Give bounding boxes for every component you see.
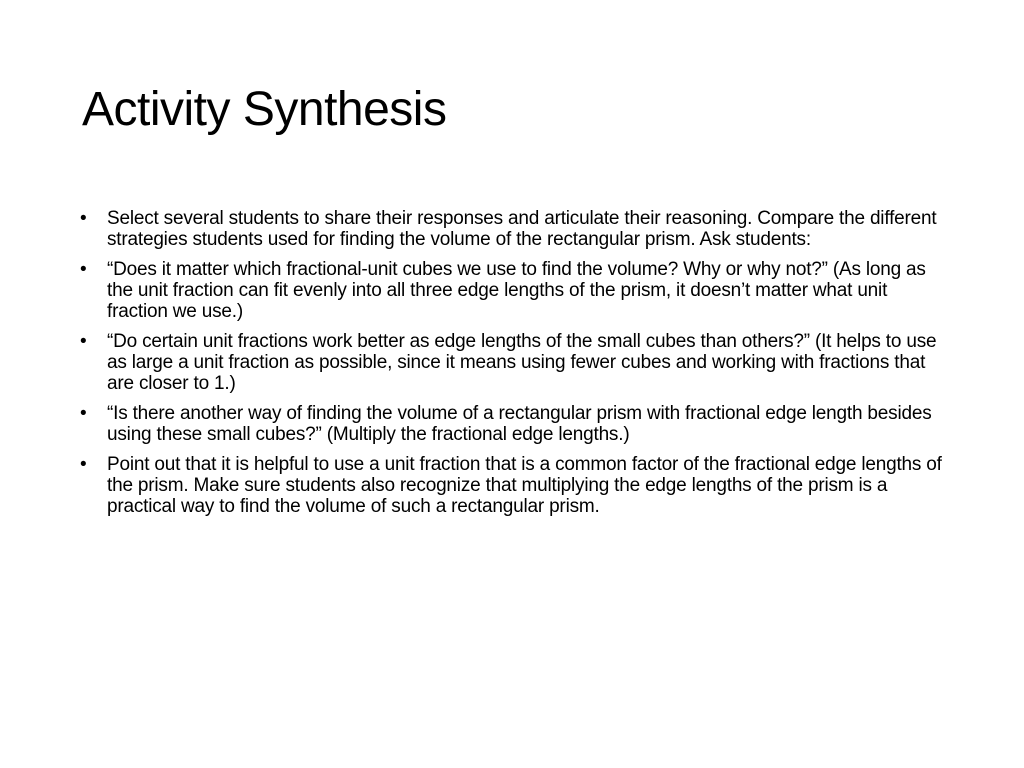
bullet-point-icon: • <box>80 454 87 475</box>
bullet-item <box>80 208 952 250</box>
bullet-point-icon: • <box>80 331 87 352</box>
bullet-point-icon: • <box>80 259 87 280</box>
bullet-text: “Is there another way of finding the volume of a rectangular prism with fractional edge length besides using these small cubes?” (Multiply the fractional edge lengths.) <box>107 403 932 445</box>
bullet-text: “Does it matter which fractional-unit cubes we use to find the volume? Why or why not?” (As long as the unit fraction can fit evenly into all three edge lengths of the prism, it doesn’t matter what unit fraction we use.) <box>107 259 926 322</box>
bullet-item <box>80 259 952 322</box>
bullet-list <box>80 208 952 526</box>
slide-title: Activity Synthesis <box>82 83 447 136</box>
bullet-item <box>80 331 952 394</box>
bullet-point-icon: • <box>80 403 87 424</box>
bullet-text: “Do certain unit fractions work better as edge lengths of the small cubes than others?” (It helps to use as large a unit fraction as possible, since it means using fewer cubes and working with fractions that are closer to 1.) <box>107 331 937 394</box>
bullet-item <box>80 454 952 517</box>
bullet-point-icon: • <box>80 208 87 229</box>
bullet-item <box>80 403 952 445</box>
bullet-text: Point out that it is helpful to use a unit fraction that is a common factor of the fractional edge lengths of the prism. Make sure students also recognize that multiplying the edge lengths of the prism is a practical way to find the volume of such a rectangular prism. <box>107 454 942 517</box>
bullet-text: Select several students to share their responses and articulate their reasoning. Compare the different strategies students used for finding the volume of the rectangular prism. Ask students: <box>107 208 937 250</box>
